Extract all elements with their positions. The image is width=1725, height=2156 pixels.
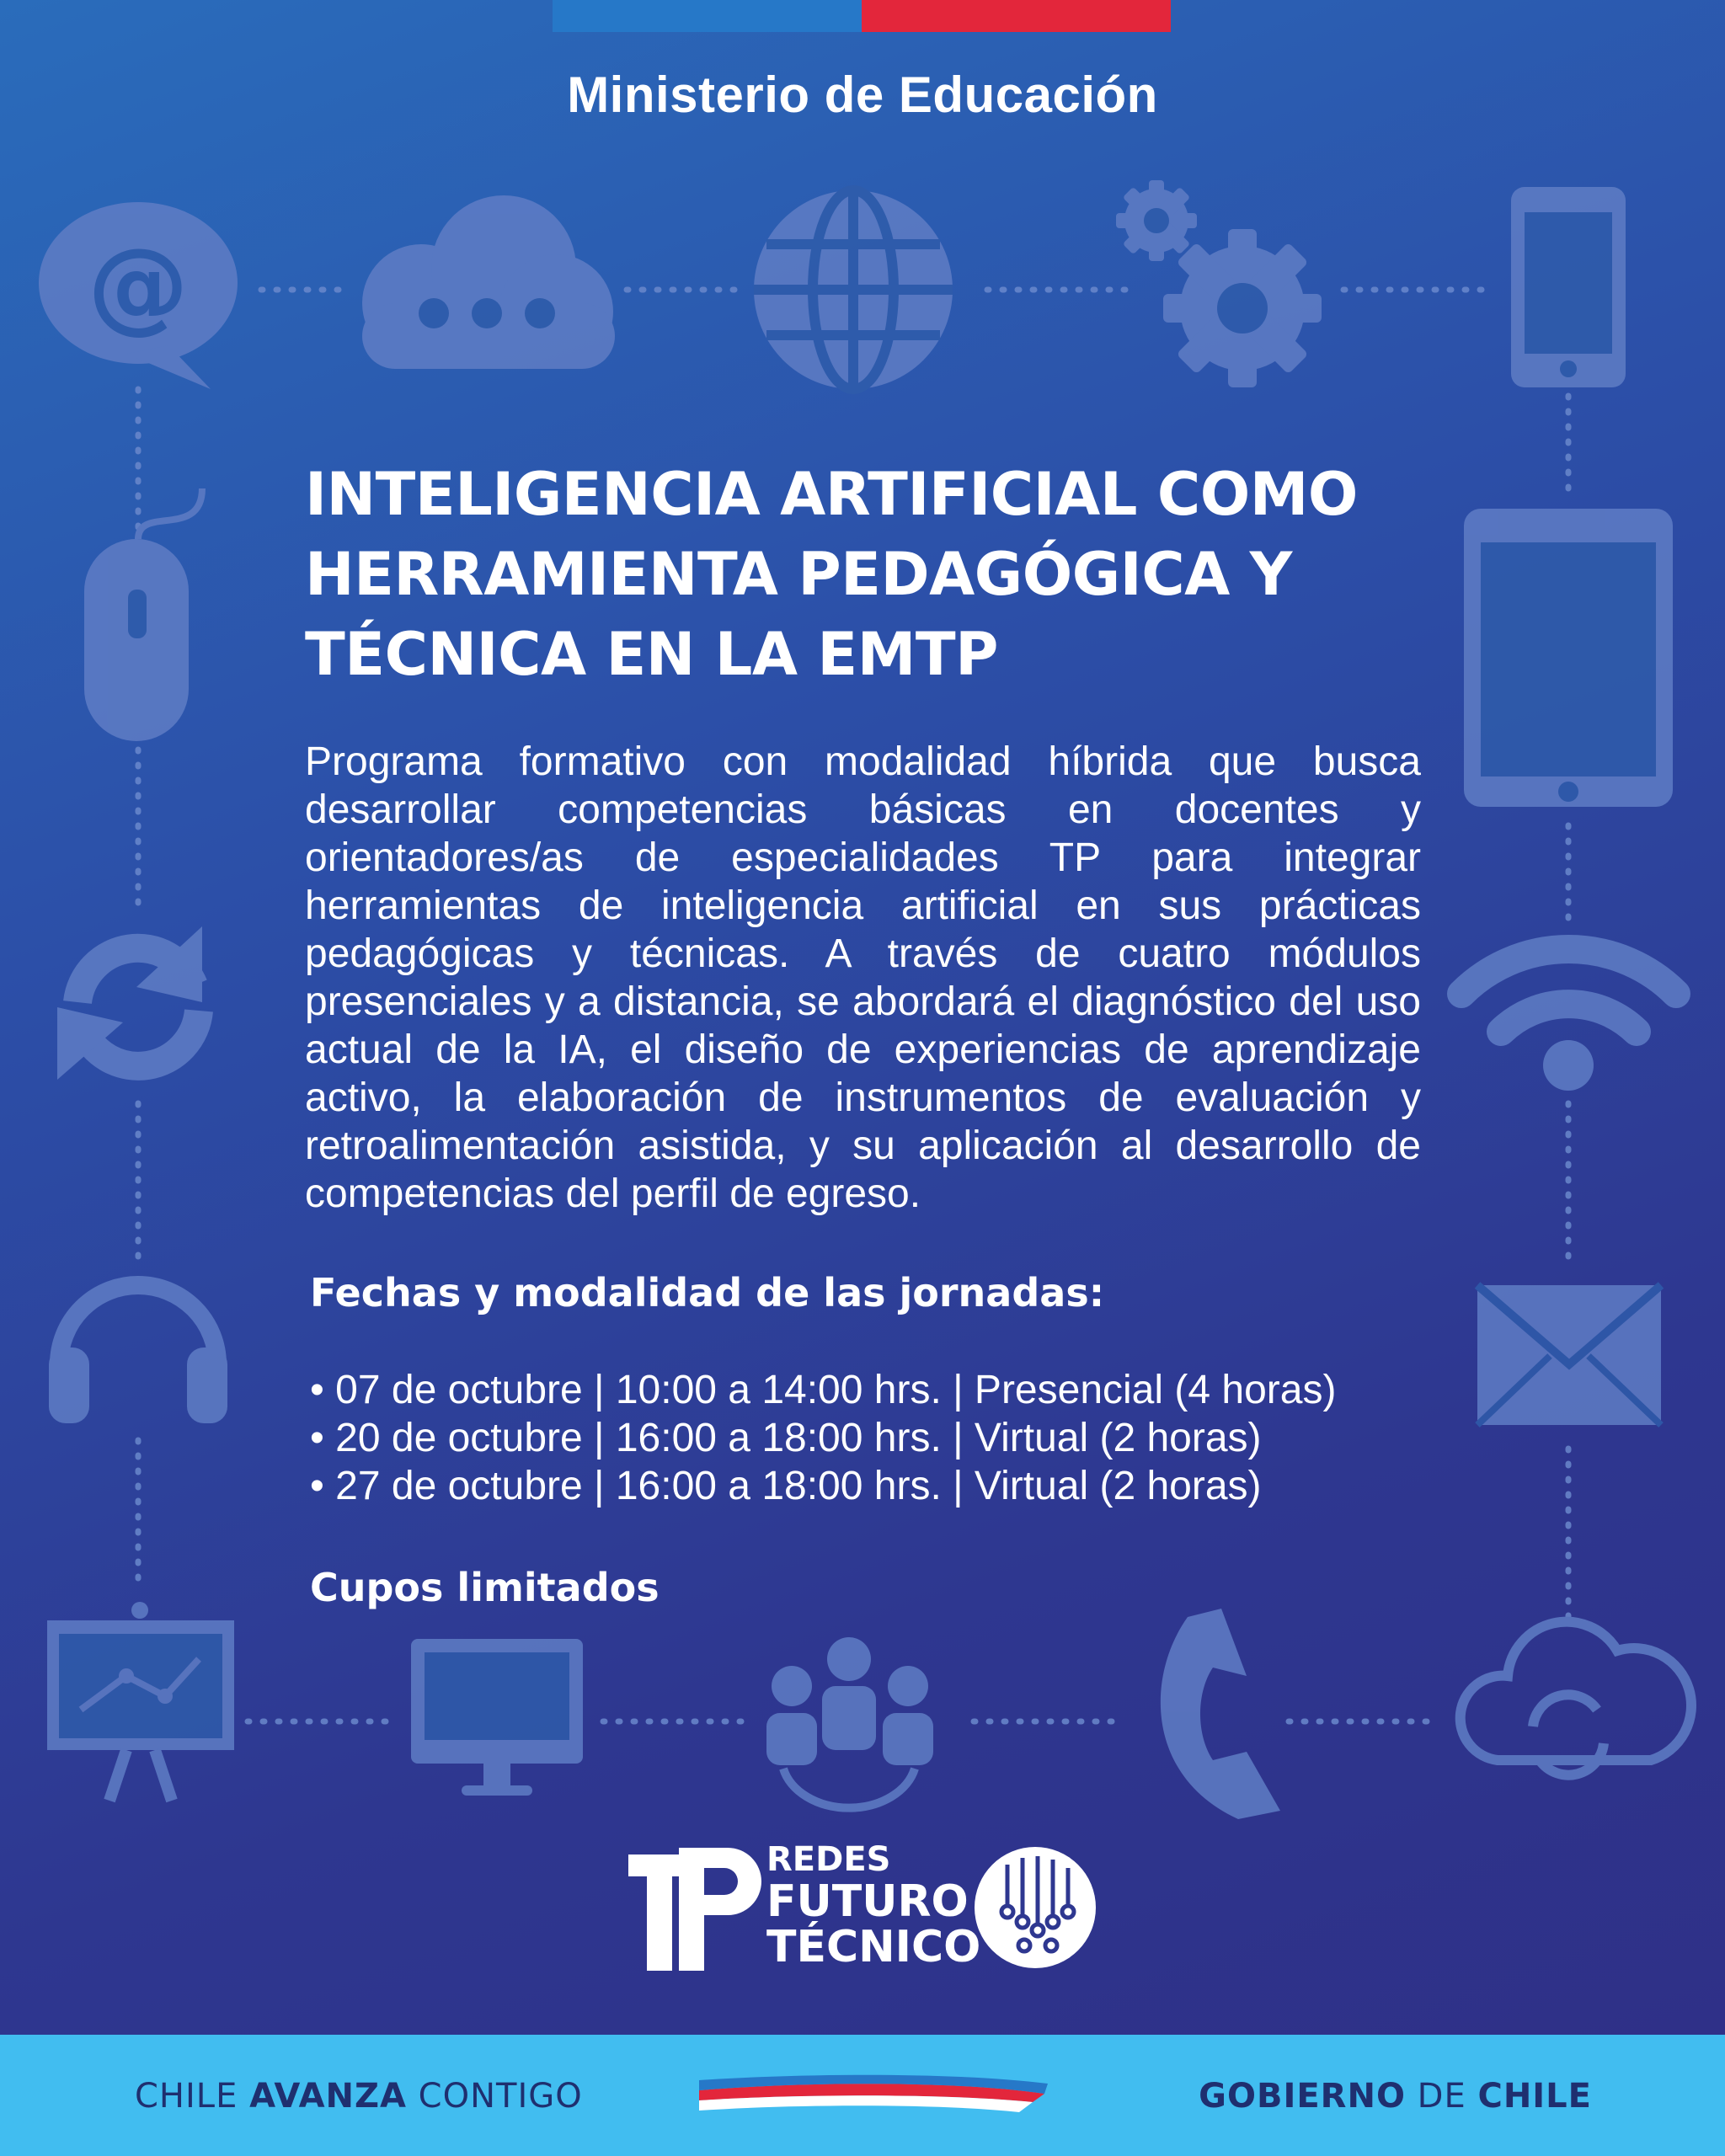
wifi-icon <box>1461 949 1676 1032</box>
phone-handset-icon <box>1161 1609 1280 1819</box>
slogan-part-bold: AVANZA <box>249 2077 407 2116</box>
email-bubble-icon <box>39 202 238 389</box>
tp-mark-icon <box>627 1839 761 1974</box>
title-line: TÉCNICA EN LA EMTP <box>305 620 998 689</box>
program-description: Programa formativo con modalidad híbrida que busca desarrollar competencias básicas en docentes y orientadores/as de especialidades TP para integrar herramientas de inteligencia artificial en sus prácticas pedagógicas y técnicas. A través de cuatro módulos presenciales y a distancia, se abordará el diagnóstico del uso actual de la IA, el diseño de experiencias de aprendizaje activo, la elaboración de instrumentos de evaluación y retroalimentación asistida, y su aplicación al desarrollo de competencias del perfil de egreso. <box>305 739 1421 1216</box>
globe-icon <box>754 190 953 389</box>
presentation-chart-icon <box>47 1602 234 1801</box>
logo-line: FUTURO <box>766 1876 969 1927</box>
envelope-icon <box>1477 1285 1661 1425</box>
date-item: • 07 de octubre | 10:00 a 14:00 hrs. | Presencial (4 horas) <box>310 1366 1426 1414</box>
gov-part: DE <box>1405 2077 1478 2116</box>
gov-part-bold: CHILE <box>1477 2077 1592 2116</box>
tablet-icon <box>1464 509 1673 807</box>
title-line: INTELIGENCIA ARTIFICIAL COMO <box>305 460 1358 529</box>
headphones-icon <box>49 1285 227 1423</box>
page-title <box>305 455 1421 695</box>
footer-slogan <box>135 2077 583 2116</box>
cloud-chat-icon <box>362 195 615 369</box>
logo-line: REDES <box>766 1840 891 1879</box>
mouse-icon <box>84 488 202 741</box>
limited-spots-note: Cupos limitados <box>310 1565 660 1610</box>
date-item: • 20 de octubre | 16:00 a 18:00 hrs. | Virtual (2 horas) <box>310 1414 1426 1462</box>
circuit-circle-icon <box>974 1846 1097 1969</box>
cloud-sync-icon <box>1461 1622 1691 1775</box>
footer-government <box>1199 2077 1592 2116</box>
slogan-part: CONTIGO <box>406 2077 583 2116</box>
monitor-icon <box>411 1639 583 1796</box>
flag-swoosh-icon <box>699 2065 1053 2124</box>
slogan-part: CHILE <box>135 2077 250 2116</box>
svg-text:@: @ <box>88 227 189 344</box>
gov-part-bold: GOBIERNO <box>1199 2077 1406 2116</box>
people-group-icon <box>766 1637 933 1808</box>
smartphone-icon <box>1511 187 1626 387</box>
logo-line: TÉCNICO <box>766 1922 981 1972</box>
redes-futuro-tecnico-logo <box>627 1839 1098 1974</box>
date-item: • 27 de octubre | 16:00 a 18:00 hrs. | Virtual (2 horas) <box>310 1462 1426 1510</box>
footer-bar <box>0 2035 1725 2156</box>
ministry-name: Ministerio de Educación <box>567 67 1158 123</box>
dates-list <box>310 1366 1426 1510</box>
dates-heading: Fechas y modalidad de las jornadas: <box>310 1270 1105 1315</box>
title-line: HERRAMIENTA PEDAGÓGICA Y <box>305 540 1292 609</box>
gears-icon <box>1116 180 1322 387</box>
logo-wordmark <box>766 1840 981 1972</box>
